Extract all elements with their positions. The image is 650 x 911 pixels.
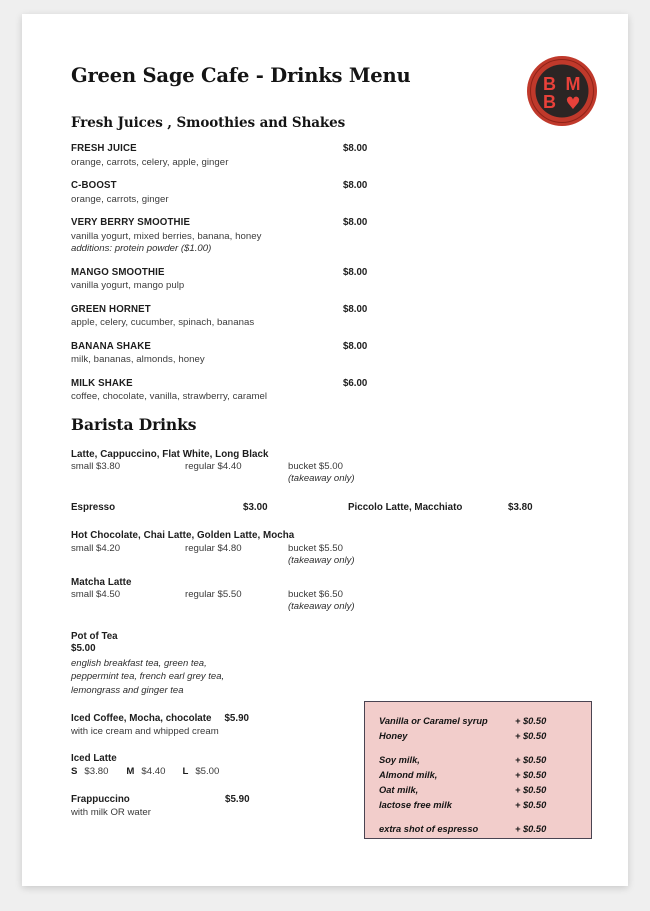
item-name: Espresso bbox=[71, 502, 116, 513]
item-description: apple, celery, cucumber, spinach, bananas bbox=[71, 317, 255, 328]
addon-row bbox=[379, 768, 578, 783]
item-price: $8.00 bbox=[343, 266, 368, 278]
item-name: FRESH JUICE bbox=[71, 143, 137, 154]
addon-price: + $0.50 bbox=[515, 800, 547, 811]
item-price: $8.00 bbox=[343, 303, 368, 315]
addon-price: + $0.50 bbox=[515, 824, 547, 835]
addon-price: + $0.50 bbox=[515, 716, 547, 726]
size-regular-price: regular $4.80 bbox=[185, 542, 242, 554]
item-name: Hot Chocolate, Chai Latte, Golden Latte, Mocha bbox=[71, 530, 295, 541]
addons-divider-space bbox=[379, 813, 578, 822]
item-description: with ice cream and whipped cream bbox=[71, 726, 219, 738]
item-description: with milk OR water bbox=[71, 807, 151, 819]
addon-row bbox=[379, 783, 578, 798]
tea-varieties-line: english breakfast tea, green tea, bbox=[71, 658, 207, 669]
item-name: Frappuccino bbox=[71, 794, 130, 806]
addon-label: Soy milk, bbox=[379, 755, 420, 766]
size-small-price: small $3.80 bbox=[71, 461, 121, 472]
item-price: $6.00 bbox=[343, 377, 368, 389]
tea-varieties-line: lemongrass and ginger tea bbox=[71, 684, 184, 696]
addon-row bbox=[379, 714, 578, 729]
menu-content bbox=[71, 42, 608, 886]
item-description: vanilla yogurt, mango pulp bbox=[71, 280, 185, 291]
item-price-secondary: $3.80 bbox=[508, 502, 533, 513]
size-bucket-price: bucket $5.00 bbox=[288, 461, 343, 472]
addon-row bbox=[379, 753, 578, 768]
item-name: Iced Coffee, Mocha, chocolate bbox=[71, 713, 212, 725]
item-description: coffee, chocolate, vanilla, strawberry, caramel bbox=[71, 391, 268, 402]
svg-text:♥: ♥ bbox=[565, 94, 581, 114]
svg-text:B: B bbox=[543, 92, 556, 112]
tea-varieties-line: peppermint tea, french earl grey tea, bbox=[71, 671, 225, 683]
addon-price: + $0.50 bbox=[515, 785, 547, 796]
size-medium-price: $4.40 bbox=[141, 766, 166, 778]
item-price: $8.00 bbox=[343, 340, 368, 352]
item-name: GREEN HORNET bbox=[71, 303, 151, 315]
size-small-label: S bbox=[71, 766, 78, 778]
addon-label: Oat milk, bbox=[379, 785, 419, 796]
size-regular-price: regular $5.50 bbox=[185, 589, 242, 600]
svg-text:M: M bbox=[565, 74, 581, 94]
menu-item bbox=[71, 267, 608, 292]
section-heading-barista: Barista Drinks bbox=[71, 414, 197, 434]
item-name: C-BOOST bbox=[71, 180, 117, 191]
addon-label: extra shot of espresso bbox=[379, 824, 479, 835]
item-price: $8.00 bbox=[343, 143, 368, 154]
addon-price: + $0.50 bbox=[515, 731, 547, 742]
item-name: VERY BERRY SMOOTHIE bbox=[71, 217, 191, 228]
menu-item bbox=[71, 217, 608, 254]
section-heading-juices: Fresh Juices , Smoothies and Shakes bbox=[71, 115, 346, 131]
espresso-row bbox=[71, 502, 608, 513]
addon-label: lactose free milk bbox=[379, 800, 452, 811]
item-description: vanilla yogurt, mixed berries, banana, honey bbox=[71, 230, 262, 242]
takeaway-note: (takeaway only) bbox=[288, 554, 355, 566]
item-price: $5.90 bbox=[225, 794, 250, 806]
menu-item bbox=[71, 341, 608, 366]
size-large-label: L bbox=[182, 766, 189, 778]
addons-box bbox=[364, 701, 592, 839]
menu-item-sized bbox=[71, 577, 608, 613]
item-name: BANANA SHAKE bbox=[71, 340, 152, 352]
item-description: milk, bananas, almonds, honey bbox=[71, 354, 205, 365]
size-medium-label: M bbox=[126, 766, 135, 778]
takeaway-note: (takeaway only) bbox=[288, 601, 355, 612]
item-price: $5.00 bbox=[71, 643, 96, 654]
addon-label: Vanilla or Caramel syrup bbox=[379, 716, 488, 726]
svg-text:B: B bbox=[543, 74, 556, 94]
size-bucket-price: bucket $5.50 bbox=[288, 542, 343, 554]
addon-price: + $0.50 bbox=[515, 770, 547, 781]
size-small-price: small $4.20 bbox=[71, 542, 121, 554]
juice-item-list bbox=[71, 143, 608, 402]
addon-row bbox=[379, 729, 578, 744]
page-title: Green Sage Cafe - Drinks Menu bbox=[71, 64, 411, 87]
item-price: $8.00 bbox=[343, 217, 368, 228]
item-name: MANGO SMOOTHIE bbox=[71, 266, 165, 278]
item-description: orange, carrots, ginger bbox=[71, 193, 169, 205]
item-additions: additions: protein powder ($1.00) bbox=[71, 243, 212, 254]
addon-price: + $0.50 bbox=[515, 755, 547, 766]
item-description: orange, carrots, celery, apple, ginger bbox=[71, 156, 229, 168]
item-name: MILK SHAKE bbox=[71, 377, 133, 389]
tea-varieties bbox=[71, 657, 608, 697]
addon-row bbox=[379, 798, 578, 813]
addon-row bbox=[379, 822, 578, 837]
item-name: Iced Latte bbox=[71, 753, 117, 765]
item-name-secondary: Piccolo Latte, Macchiato bbox=[348, 502, 463, 513]
addons-divider-space bbox=[379, 744, 578, 753]
size-small-price: $3.80 bbox=[84, 766, 109, 778]
size-large-price: $5.00 bbox=[195, 766, 220, 778]
menu-item-sized bbox=[71, 530, 608, 566]
item-price: $3.00 bbox=[243, 502, 268, 513]
item-price: $8.00 bbox=[343, 180, 368, 191]
menu-item-sized bbox=[71, 449, 608, 485]
pot-of-tea-item bbox=[71, 631, 608, 697]
addon-label: Almond milk, bbox=[379, 770, 438, 781]
bmb-cafe-logo bbox=[526, 55, 598, 127]
menu-item bbox=[71, 180, 608, 205]
item-name: Latte, Cappuccino, Flat White, Long Black bbox=[71, 448, 269, 460]
item-price: $5.90 bbox=[224, 713, 249, 725]
item-name: Pot of Tea bbox=[71, 631, 118, 642]
takeaway-note: (takeaway only) bbox=[288, 473, 355, 484]
addon-label: Honey bbox=[379, 731, 408, 742]
size-small-price: small $4.50 bbox=[71, 589, 121, 600]
menu-page bbox=[22, 14, 628, 886]
size-bucket-price: bucket $6.50 bbox=[288, 589, 343, 600]
menu-item bbox=[71, 143, 608, 168]
item-name: Matcha Latte bbox=[71, 576, 132, 588]
size-regular-price: regular $4.40 bbox=[185, 461, 242, 472]
menu-item bbox=[71, 378, 608, 403]
menu-item bbox=[71, 304, 608, 329]
